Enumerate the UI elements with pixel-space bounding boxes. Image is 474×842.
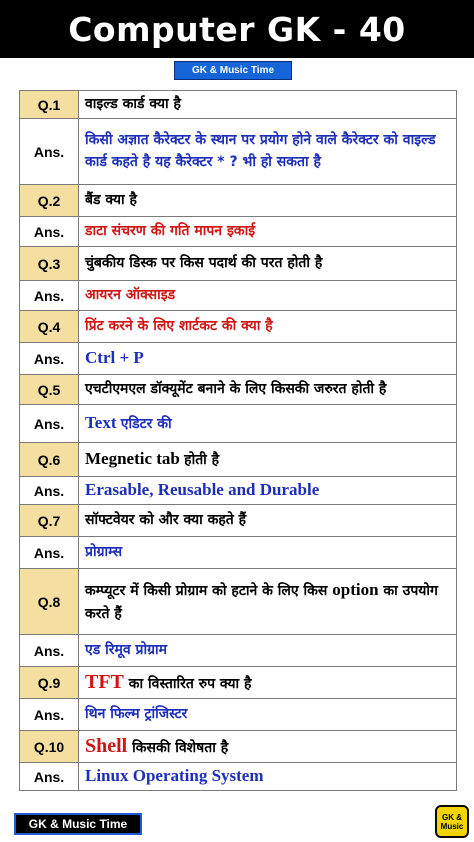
answer-row bbox=[20, 635, 457, 667]
question-number: Q.8 bbox=[20, 569, 79, 635]
answer-label: Ans. bbox=[20, 635, 79, 667]
question-row bbox=[20, 91, 457, 119]
answer-text bbox=[79, 217, 457, 247]
answer-text bbox=[79, 699, 457, 731]
text-segment: वाइल्ड कार्ड क्या है bbox=[85, 95, 181, 112]
question-row bbox=[20, 185, 457, 217]
answer-row bbox=[20, 119, 457, 185]
answer-text bbox=[79, 537, 457, 569]
answer-row bbox=[20, 477, 457, 505]
question-number: Q.6 bbox=[20, 443, 79, 477]
text-segment: Erasable, Reusable and Durable bbox=[85, 480, 320, 500]
text-segment: किसकी विशेषता है bbox=[127, 740, 229, 756]
question-number: Q.1 bbox=[20, 91, 79, 119]
answer-label: Ans. bbox=[20, 281, 79, 311]
question-number: Q.9 bbox=[20, 667, 79, 699]
question-text bbox=[79, 731, 457, 763]
question-number: Q.4 bbox=[20, 311, 79, 343]
text-segment: TFT bbox=[85, 671, 124, 693]
answer-text bbox=[79, 281, 457, 311]
question-text bbox=[79, 443, 457, 477]
text-segment: Text bbox=[85, 413, 121, 433]
question-row bbox=[20, 505, 457, 537]
answer-text bbox=[79, 477, 457, 505]
answer-row bbox=[20, 343, 457, 375]
channel-badge-top bbox=[174, 61, 292, 80]
answer-text bbox=[79, 119, 457, 185]
answer-row bbox=[20, 699, 457, 731]
answer-row bbox=[20, 281, 457, 311]
qa-table bbox=[19, 90, 457, 791]
question-row bbox=[20, 443, 457, 477]
question-row bbox=[20, 247, 457, 281]
question-number: Q.10 bbox=[20, 731, 79, 763]
answer-row bbox=[20, 405, 457, 443]
question-row bbox=[20, 731, 457, 763]
question-text bbox=[79, 569, 457, 635]
question-text bbox=[79, 247, 457, 281]
text-segment: कम्प्यूटर में किसी प्रोग्राम को हटाने के लिए किस bbox=[85, 583, 333, 600]
text-segment: Ctrl + P bbox=[85, 348, 144, 368]
logo-line-2: Music bbox=[440, 821, 464, 831]
answer-label: Ans. bbox=[20, 763, 79, 791]
channel-logo-icon bbox=[435, 805, 469, 838]
text-segment: प्रिंट करने के लिए शार्टकट की क्या है bbox=[85, 317, 273, 334]
text-segment: एड रिमूव प्रोग्राम bbox=[85, 641, 167, 658]
question-row bbox=[20, 375, 457, 405]
text-segment: सॉफ्टवेयर को और क्या कहते हैं bbox=[85, 511, 247, 528]
text-segment: थिन फिल्म ट्रांजिस्टर bbox=[85, 705, 188, 722]
question-text bbox=[79, 505, 457, 537]
logo-line-1: GK & bbox=[442, 812, 462, 822]
question-number: Q.3 bbox=[20, 247, 79, 281]
answer-label: Ans. bbox=[20, 405, 79, 443]
answer-label: Ans. bbox=[20, 699, 79, 731]
question-text bbox=[79, 667, 457, 699]
channel-badge-bottom-label: GK & Music Time bbox=[28, 817, 128, 831]
text-segment: होती है bbox=[184, 452, 220, 469]
header-bar bbox=[0, 0, 474, 58]
text-segment: प्रोग्राम्स bbox=[85, 543, 123, 560]
answer-text bbox=[79, 763, 457, 791]
text-segment: एडिटर की bbox=[120, 416, 172, 433]
text-segment: Megnetic tab bbox=[85, 449, 185, 469]
question-row bbox=[20, 311, 457, 343]
text-segment: डाटा संचरण की गति मापन इकाई bbox=[85, 222, 256, 239]
channel-badge-bottom bbox=[14, 813, 142, 835]
answer-label: Ans. bbox=[20, 343, 79, 375]
answer-label: Ans. bbox=[20, 119, 79, 185]
text-segment: Shell bbox=[85, 735, 128, 757]
question-text bbox=[79, 375, 457, 405]
answer-row bbox=[20, 763, 457, 791]
page-title: Computer GK - 40 bbox=[68, 9, 406, 49]
text-segment: option bbox=[332, 580, 379, 600]
question-number: Q.7 bbox=[20, 505, 79, 537]
text-segment: आयरन ऑक्साइड bbox=[85, 286, 176, 303]
answer-row bbox=[20, 217, 457, 247]
question-number: Q.2 bbox=[20, 185, 79, 217]
text-segment: बैंड क्या है bbox=[85, 191, 137, 208]
text-segment: किसी अज्ञात कैरेक्टर के स्थान पर प्रयोग होने वाले कैरेक्टर को वाइल्ड कार्ड कहते है यह कैरेक्टर * ? भी हो सकता है bbox=[85, 131, 436, 170]
answer-text bbox=[79, 635, 457, 667]
text-segment: एचटीएमएल डॉक्यूमेंट बनाने के लिए किसकी जरुरत होती है bbox=[85, 380, 387, 397]
answer-text bbox=[79, 343, 457, 375]
answer-row bbox=[20, 537, 457, 569]
question-text bbox=[79, 91, 457, 119]
question-row bbox=[20, 667, 457, 699]
answer-label: Ans. bbox=[20, 537, 79, 569]
text-segment: Linux Operating System bbox=[85, 766, 264, 786]
answer-label: Ans. bbox=[20, 217, 79, 247]
question-number: Q.5 bbox=[20, 375, 79, 405]
question-text bbox=[79, 185, 457, 217]
text-segment: का विस्तारित रुप क्या है bbox=[123, 676, 252, 692]
answer-text bbox=[79, 405, 457, 443]
question-row bbox=[20, 569, 457, 635]
text-segment: का उपयोग करते हैं bbox=[85, 583, 438, 622]
text-segment: चुंबकीय डिस्क पर किस पदार्थ की परत होती है bbox=[85, 254, 323, 271]
question-text bbox=[79, 311, 457, 343]
answer-label: Ans. bbox=[20, 477, 79, 505]
qa-table-body bbox=[20, 91, 457, 791]
channel-badge-top-label: GK & Music Time bbox=[191, 65, 275, 76]
